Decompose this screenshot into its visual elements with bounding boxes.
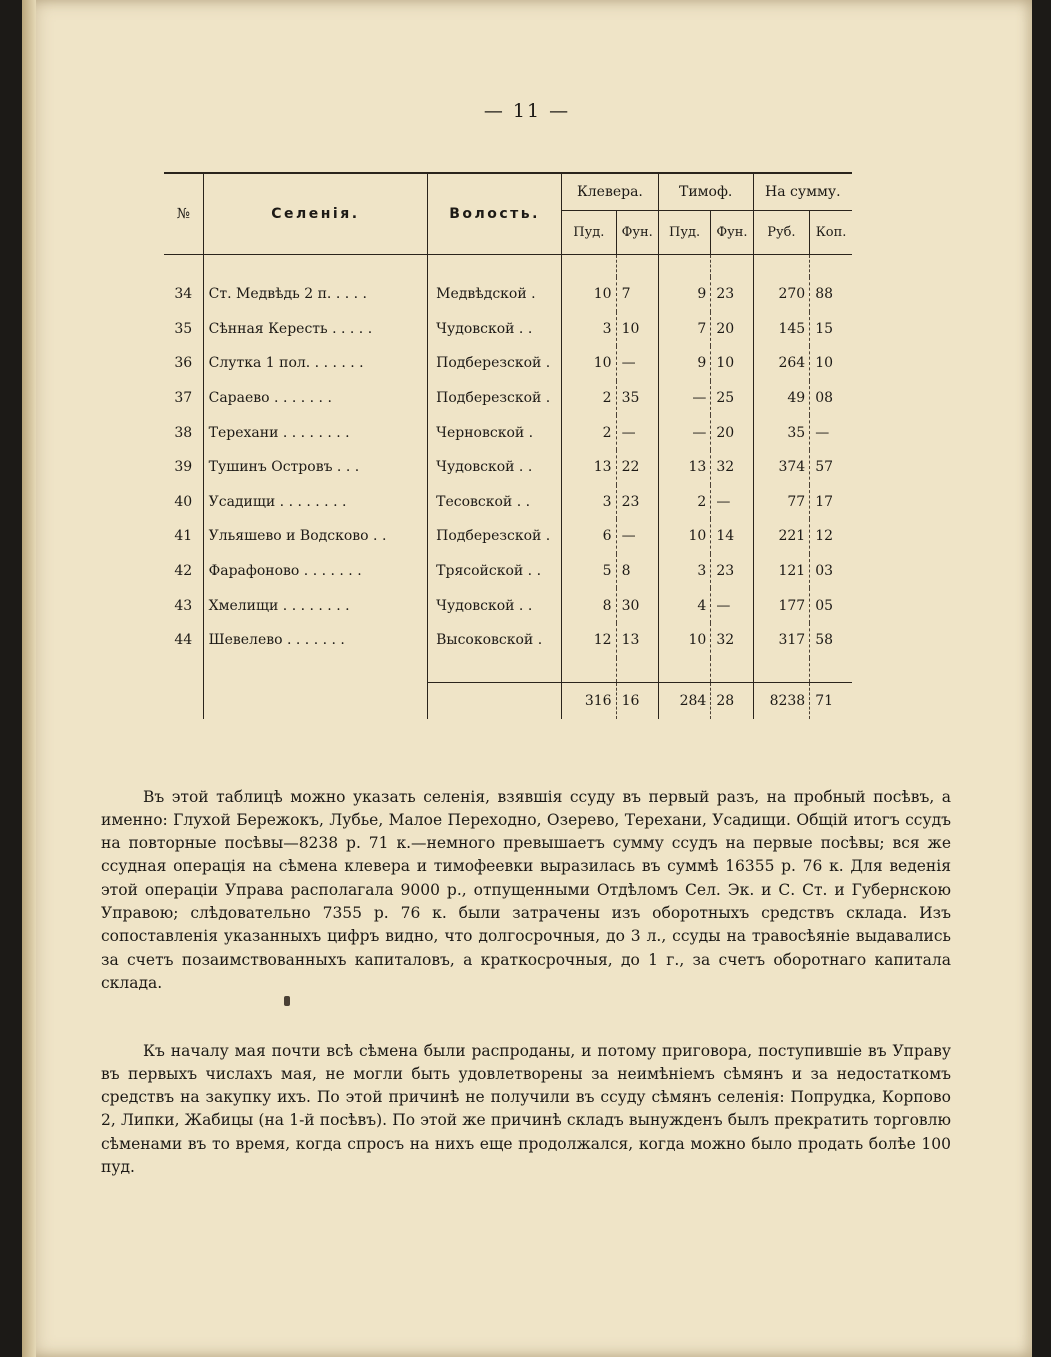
row-sum-kop: 08 [810,381,852,416]
row-timothy-fun: — [711,485,753,520]
row-sum-kop: 57 [810,450,852,485]
row-index: 36 [174,355,193,372]
row-volost: Чудовской . . [428,312,562,347]
row-index: 37 [174,390,193,407]
row-index: 35 [174,320,193,337]
row-sum-rub: 270 [753,277,810,312]
row-index: 43 [174,597,193,614]
row-sum-rub: 177 [753,588,810,623]
table-total-row [164,682,852,719]
row-village: Слутка 1 пол. . . . . . . [203,346,428,381]
row-clover-fun: 10 [616,312,658,347]
row-timothy-fun: 20 [711,312,753,347]
row-clover-fun: — [616,415,658,450]
row-volost: Медвѣдской . [428,277,562,312]
header-index: № [164,173,203,255]
row-clover-fun: 13 [616,623,658,658]
row-timothy-fun: 25 [711,381,753,416]
row-sum-rub: 221 [753,519,810,554]
row-village: Ст. Медвѣдь 2 п. . . . . [203,277,428,312]
total-timothy-pud: 284 [658,682,711,719]
row-clover-pud: 3 [562,312,617,347]
row-timothy-pud: — [658,381,711,416]
table-row [164,312,852,347]
header-sum: На сумму. [753,173,852,211]
row-village: Хмелищи . . . . . . . . [203,588,428,623]
page-number: — 11 — [483,100,571,122]
row-village: Шевелево . . . . . . . [203,623,428,658]
row-sum-kop: 12 [810,519,852,554]
table-row [164,588,852,623]
row-sum-kop: 17 [810,485,852,520]
document-page [22,0,1032,1357]
row-sum-rub: 77 [753,485,810,520]
header-timothy-pud: Пуд. [658,211,711,255]
row-index: 38 [174,424,193,441]
table-row [164,415,852,450]
row-timothy-pud: — [658,415,711,450]
header-timothy-fun: Фун. [711,211,753,255]
table-row [164,554,852,589]
total-sum-rub: 8238 [753,682,810,719]
page-spine [22,0,36,1357]
table-row [164,519,852,554]
row-timothy-fun: 14 [711,519,753,554]
row-index: 42 [174,563,193,580]
row-sum-rub: 374 [753,450,810,485]
row-clover-fun: 30 [616,588,658,623]
row-clover-pud: 2 [562,415,617,450]
header-clover-pud: Пуд. [562,211,617,255]
row-timothy-pud: 13 [658,450,711,485]
row-clover-pud: 10 [562,277,617,312]
row-index: 40 [174,493,193,510]
row-timothy-pud: 4 [658,588,711,623]
row-sum-kop: 05 [810,588,852,623]
row-volost: Трясойской . . [428,554,562,589]
paragraph-seed-shortage: Къ началу мая почти всѣ сѣмена были распроданы, и потому приговора, поступившіе въ Управу въ первыхъ числахъ мая, не могли быть удовлетворены за неимѣніемъ сѣмянъ и за недостаткомъ средствъ на закупку ихъ. По этой причинѣ не получили въ ссуду сѣмянъ селенія: Попрудка, Корпово 2, Липки, Жабицы (на 1-й посѣвъ). По этой же причинѣ складъ вынужденъ былъ прекратить торговлю сѣменами въ то время, когда спросъ на нихъ еще продолжался, когда можно было продать болѣе 100 пуд. [101,1041,951,1176]
row-index: 44 [174,632,193,649]
row-sum-rub: 317 [753,623,810,658]
total-sum-kop: 71 [810,682,852,719]
row-sum-rub: 264 [753,346,810,381]
row-clover-pud: 10 [562,346,617,381]
row-village: Усадищи . . . . . . . . [203,485,428,520]
row-timothy-fun: 23 [711,554,753,589]
row-timothy-pud: 9 [658,277,711,312]
row-timothy-pud: 7 [658,312,711,347]
row-sum-rub: 121 [753,554,810,589]
row-volost: Чудовской . . [428,450,562,485]
row-village: Тушинъ Островъ . . . [203,450,428,485]
row-clover-pud: 8 [562,588,617,623]
row-volost: Тесовской . . [428,485,562,520]
ink-spot [284,996,290,1006]
row-sum-kop: 10 [810,346,852,381]
row-timothy-pud: 3 [658,554,711,589]
row-clover-pud: 6 [562,519,617,554]
header-clover: Клевера. [562,173,659,211]
row-village: Сѣнная Кересть . . . . . [203,312,428,347]
row-timothy-fun: 20 [711,415,753,450]
row-volost: Чудовской . . [428,588,562,623]
row-clover-pud: 5 [562,554,617,589]
header-sum-kop: Коп. [810,211,852,255]
row-volost: Подберезской . [428,381,562,416]
row-sum-kop: 15 [810,312,852,347]
seed-loan-table [164,172,852,719]
table-row [164,485,852,520]
row-volost: Подберезской . [428,519,562,554]
row-timothy-fun: — [711,588,753,623]
row-village: Сараево . . . . . . . [203,381,428,416]
row-sum-kop: 88 [810,277,852,312]
row-sum-rub: 35 [753,415,810,450]
row-index: 41 [174,528,193,545]
row-volost: Подберезской . [428,346,562,381]
row-village: Терехани . . . . . . . . [203,415,428,450]
row-timothy-pud: 10 [658,623,711,658]
row-volost: Черновской . [428,415,562,450]
row-clover-fun: 8 [616,554,658,589]
table-row [164,381,852,416]
row-clover-fun: 7 [616,277,658,312]
header-volost: Волость. [428,173,562,255]
header-timothy: Тимоф. [658,173,753,211]
row-index: 34 [174,286,193,303]
row-sum-rub: 145 [753,312,810,347]
row-timothy-pud: 2 [658,485,711,520]
table-spacer-row [164,658,852,683]
row-volost: Высоковской . [428,623,562,658]
table-row [164,277,852,312]
total-timothy-fun: 28 [711,682,753,719]
row-village: Ульяшево и Водсково . . [203,519,428,554]
row-timothy-fun: 10 [711,346,753,381]
table-body [164,255,852,719]
row-timothy-fun: 23 [711,277,753,312]
header-sum-rub: Руб. [753,211,810,255]
row-clover-fun: — [616,519,658,554]
row-timothy-fun: 32 [711,450,753,485]
header-clover-fun: Фун. [616,211,658,255]
table-spacer-row [164,255,852,278]
row-clover-fun: 22 [616,450,658,485]
row-clover-fun: 23 [616,485,658,520]
total-clover-fun: 16 [616,682,658,719]
table-row [164,346,852,381]
row-timothy-pud: 9 [658,346,711,381]
row-index: 39 [174,459,193,476]
row-clover-pud: 13 [562,450,617,485]
row-clover-fun: — [616,346,658,381]
total-clover-pud: 316 [562,682,617,719]
row-clover-pud: 2 [562,381,617,416]
row-clover-pud: 3 [562,485,617,520]
row-village: Фарафоново . . . . . . . [203,554,428,589]
row-clover-pud: 12 [562,623,617,658]
row-clover-fun: 35 [616,381,658,416]
paragraph-first-loans: Въ этой таблицѣ можно указать селенія, взявшія ссуду въ первый разъ, на пробный посѣвъ, а именно: Глухой Бережокъ, Лубье, Малое Переходно, Озерево, Терехани, Усадищи. Общій итогъ ссудъ на повторные посѣвы—8238 р. 71 к.—немного превышаетъ сумму ссудъ на первые посѣвы; вся же ссудная операція на сѣмена клевера и тимофеевки выразилась въ суммѣ 16355 р. 76 к. Для веденія этой операціи Управа располагала 9000 р., отпущенными Отдѣломъ Сел. Эк. и С. Ст. и Губернскою Управою; слѣдовательно 7355 р. 76 к. были затрачены изъ оборотныхъ средствъ склада. Изъ сопоставленія указанныхъ цифръ видно, что долгосрочныя, до 3 л., ссуды на травосѣяніе выдавались за счетъ позаимствованныхъ капиталовъ, а краткосрочныя, до 1 г., за счетъ оборотнаго капитала склада. [101,787,951,992]
table-row [164,450,852,485]
row-sum-kop: 03 [810,554,852,589]
row-sum-rub: 49 [753,381,810,416]
header-village: Селенія. [203,173,428,255]
row-sum-kop: 58 [810,623,852,658]
row-timothy-fun: 32 [711,623,753,658]
row-timothy-pud: 10 [658,519,711,554]
table-row [164,623,852,658]
row-sum-kop: — [810,415,852,450]
